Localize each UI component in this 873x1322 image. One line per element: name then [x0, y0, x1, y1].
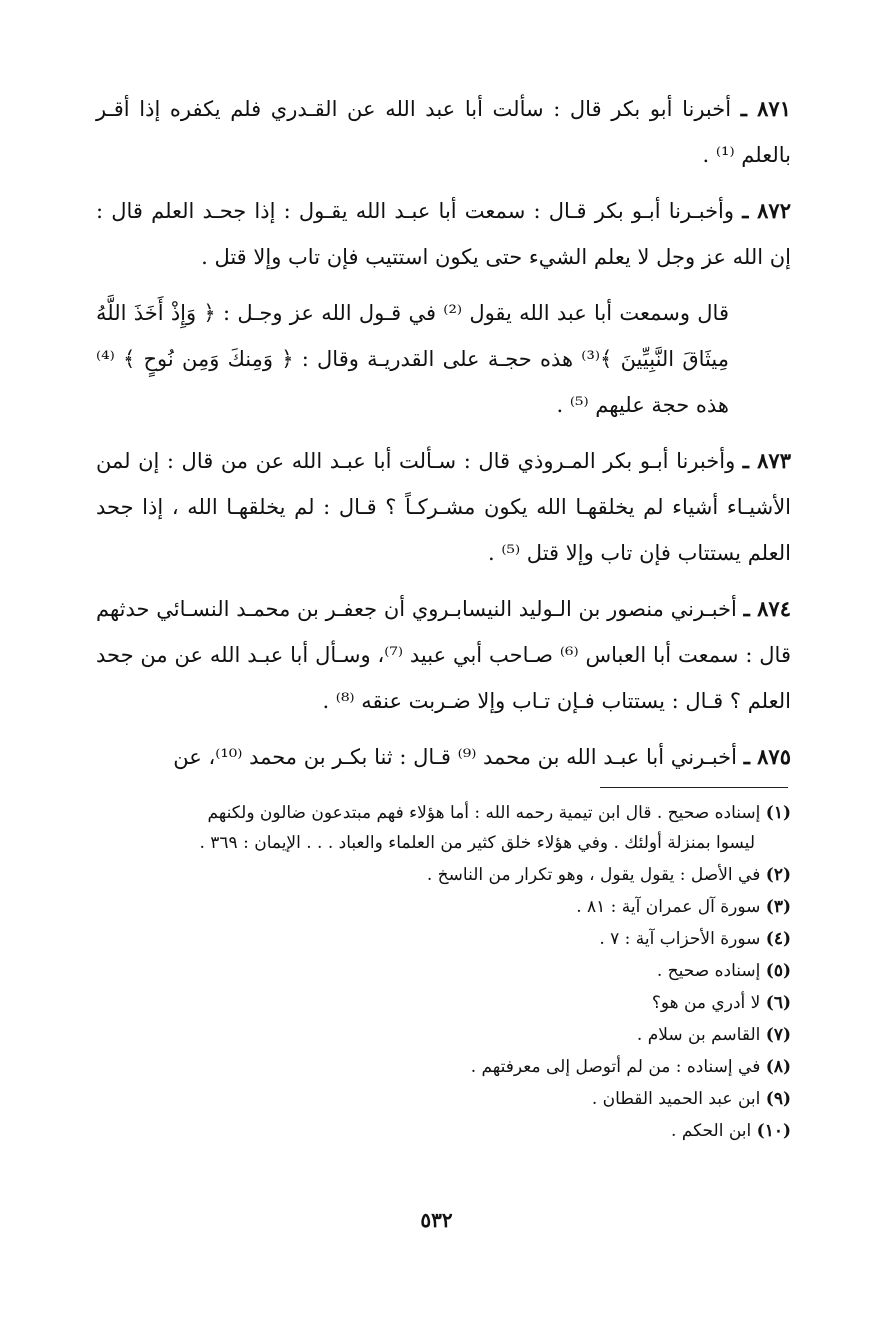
footnote-text: في إسناده : من لم أتوصل إلى معرفتهم .: [470, 1057, 761, 1077]
footnote-3: [96, 892, 791, 922]
footnote-number: (١٠): [756, 1121, 791, 1141]
footnotes: [96, 798, 791, 1148]
footnote-4: [96, 924, 791, 954]
entry-text: وأخبرنا أبـو بكر المـروذي قال : سـألت أبا عبـد الله عن من قال : إن لمن الأشيـاء أشياء لم يخلقهـا الله يكون مشـركـاً ؟ قـال : لم يخلقهـا الله ، إذا جحد العلم يستتاب فإن تاب وإلا قتل ⁽⁵⁾ .: [96, 449, 791, 565]
footnote-number: (٦): [765, 993, 791, 1013]
footnote-text: لا أدري من هو؟: [651, 993, 761, 1013]
footnote-text: القاسم بن سلام .: [636, 1025, 761, 1045]
entry-text: أخبـرني منصور بن الـوليد النيسابـروي أن جعفـر بن محمـد النسـائي حدثهم قال : سمعت أبا العباس ⁽⁶⁾ صـاحب أبي عبيد ⁽⁷⁾، وسـأل أبا عبـد الله عن من جحد العلم ؟ قـال : يستتاب فـإن تـاب وإلا ضـربت عنقه ⁽⁸⁾ .: [96, 597, 791, 713]
footnote-6: [96, 988, 791, 1018]
entry-text: أخبرنا أبو بكر قال : سألت أبا عبد الله عن القـدري فلم يكفره إذا أقـر بالعلم ⁽¹⁾ .: [96, 97, 791, 167]
entry-874: [96, 586, 791, 724]
footnote-text: في الأصل : يقول يقول ، وهو تكرار من الناسخ .: [426, 865, 761, 885]
footnote-2: [96, 860, 791, 890]
footnote-number: (٨): [765, 1057, 791, 1077]
footnote-text: سورة آل عمران آية : ٨١ .: [576, 897, 761, 917]
footnote-separator: [600, 787, 788, 788]
footnote-5: [96, 956, 791, 986]
entry-number: ٨٧٥ ـ: [743, 744, 791, 769]
footnote-number: (٣): [765, 897, 791, 917]
footnote-number: (٩): [765, 1089, 791, 1109]
main-text: [96, 86, 791, 790]
footnote-number: (٤): [765, 929, 791, 949]
footnote-number: (٥): [765, 961, 791, 981]
footnote-7: [96, 1020, 791, 1050]
entry-text: وأخبـرنا أبـو بكر قـال : سمعت أبا عبـد الله يقـول : إذا جحـد العلم قال : إن الله عز وجل لا يعلم الشيء حتى يكون استتيب فإن تاب وإلا قتل .: [96, 199, 791, 269]
footnote-text: إسناده صحيح .: [656, 961, 761, 981]
entry-872: [96, 188, 791, 280]
entry-text: أخبـرني أبا عبـد الله بن محمد ⁽⁹⁾ قـال : ثنا بكـر بن محمد ⁽¹⁰⁾، عن: [173, 745, 737, 769]
footnote-text: ابن الحكم .: [671, 1121, 752, 1141]
footnote-1: [96, 798, 791, 858]
footnote-text: ابن عبد الحميد القطان .: [591, 1089, 761, 1109]
entry-875: [96, 734, 791, 780]
entry-number: ٨٧١ ـ: [740, 96, 791, 121]
footnote-number: (٢): [765, 865, 791, 885]
entry-number: ٨٧٢ ـ: [742, 198, 791, 223]
entry-873: [96, 438, 791, 576]
entry-text: قال وسمعت أبا عبد الله يقول ⁽²⁾ في قـول الله عز وجـل : ﴿ وَإِذْ أَخَذَ اللَّهُ مِيثَاقَ النَّبِيِّينَ ﴾⁽³⁾ هذه حجـة على القدريـة وقال : ﴿ وَمِنكَ وَمِن نُوحٍ ﴾ ⁽⁴⁾ هذه حجة عليهم ⁽⁵⁾ .: [96, 301, 729, 417]
entry-number: ٨٧٤ ـ: [743, 596, 791, 621]
footnote-number: (١): [765, 803, 791, 823]
footnote-text: سورة الأحزاب آية : ٧ .: [599, 929, 761, 949]
footnote-continuation: ليسوا بمنزلة أولئك . وفي هؤلاء خلق كثير من العلماء والعباد . . . الإيمان : ٣٦٩ .: [199, 833, 755, 853]
footnote-8: [96, 1052, 791, 1082]
footnote-text: إسناده صحيح . قال ابن تيمية رحمه الله : أما هؤلاء فهم مبتدعون ضالون ولكنهم: [207, 803, 761, 823]
entry-871: [96, 86, 791, 178]
footnote-10: [96, 1116, 791, 1146]
page-number: ٥٣٢: [420, 1208, 453, 1232]
footnote-number: (٧): [765, 1025, 791, 1045]
entry-872-continuation: [96, 290, 791, 428]
footnote-9: [96, 1084, 791, 1114]
entry-number: ٨٧٣ ـ: [742, 448, 791, 473]
